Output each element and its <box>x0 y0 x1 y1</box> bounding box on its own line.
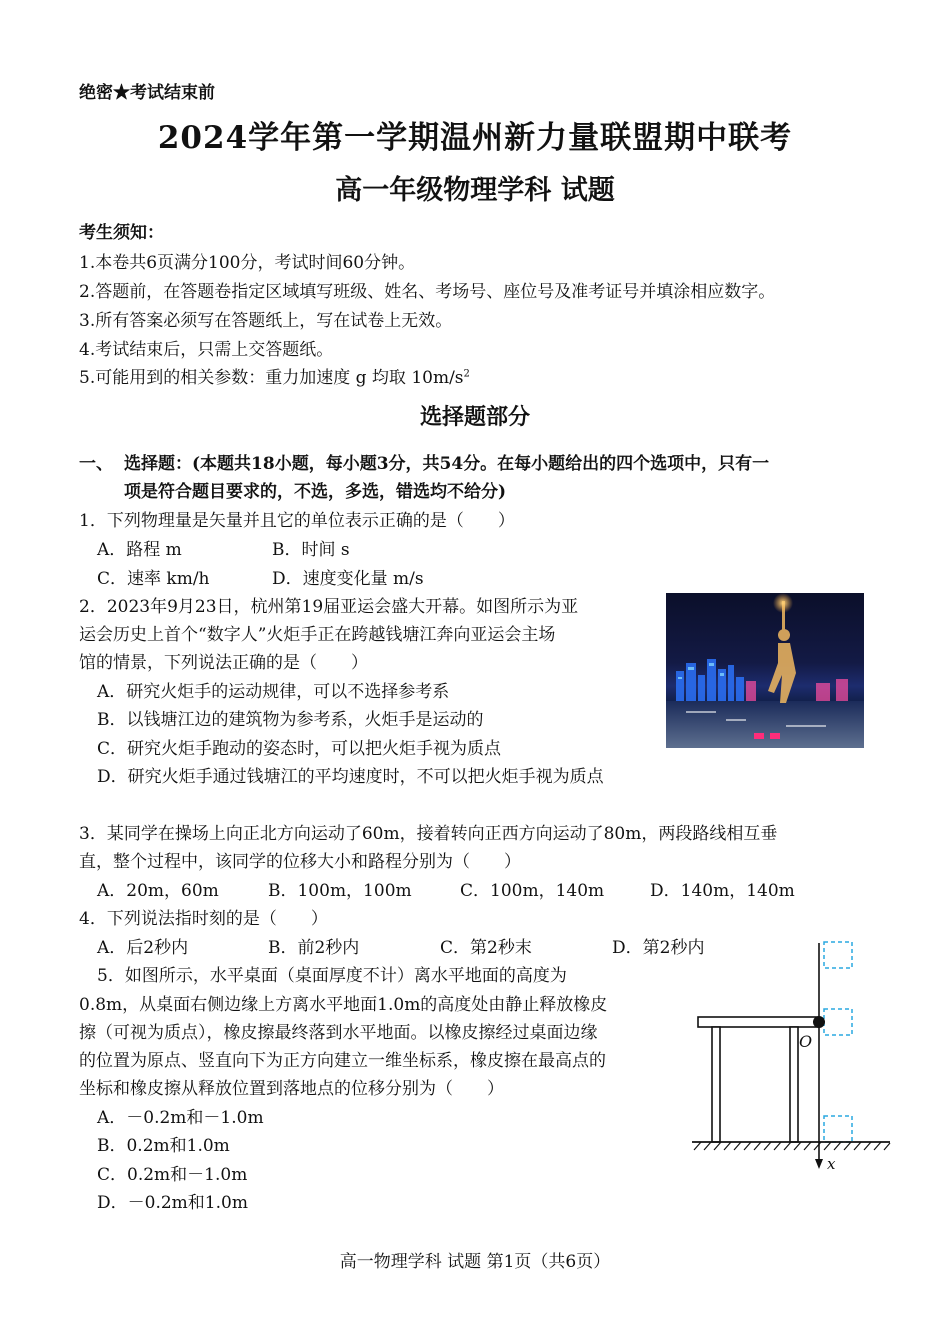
eraser-top-position <box>824 942 852 968</box>
q4-option-c: C．第2秒末 <box>440 938 532 958</box>
q3-option-d: D．140m，140m <box>650 881 795 901</box>
q5-table-diagram <box>686 935 896 1175</box>
torchbearer-photo <box>666 593 864 748</box>
part1-instructions-line2: 项是符合题目要求的，不选，多选，错选均不给分) <box>124 482 507 502</box>
torchbearer-photo-graphic <box>666 593 864 748</box>
eraser-table-position <box>824 1009 852 1035</box>
unit-superscript: 2 <box>463 368 470 380</box>
table-leg-left <box>712 1027 720 1142</box>
q5-option-d: D．－0.2m和1.0m <box>97 1193 248 1213</box>
x-axis-arrow-icon <box>815 1159 823 1169</box>
q2-option-a: A．研究火炬手的运动规律，可以不选择参考系 <box>97 682 450 702</box>
q3-stem-line1: 3．某同学在操场上向正北方向运动了60m，接着转向正西方向运动了80m，两段路线相互垂 <box>79 824 778 844</box>
q1-option-a: A．路程 m <box>97 540 182 560</box>
q1-option-d: D．速度变化量 m/s <box>272 569 424 589</box>
eraser-dot <box>813 1016 825 1028</box>
q5-stem-line2: 0.8m，从桌面右侧边缘上方离水平地面1.0m的高度处由静止释放橡皮 <box>79 995 608 1015</box>
table-top <box>698 1017 818 1027</box>
q1-option-b: B．时间 s <box>272 540 350 560</box>
exam-title: 2024学年第一学期温州新力量联盟期中联考 <box>157 120 793 156</box>
eraser-ground-position <box>824 1116 852 1142</box>
confidential-label: 绝密★考试结束前 <box>79 83 215 103</box>
section-title: 选择题部分 <box>419 404 530 430</box>
q3-stem-line2-text: 直，整个过程中，该同学的位移大小和路程分别为（ ） <box>79 852 521 872</box>
part1-instructions-line1: 选择题：(本题共18小题，每小题3分，共54分。在每小题给出的四个选项中，只有一 <box>124 454 770 474</box>
exam-subtitle: 高一年级物理学科 试题 <box>335 175 615 206</box>
table-leg-right <box>790 1027 798 1142</box>
q3-option-c: C．100m，140m <box>460 881 605 901</box>
q5-option-c: C．0.2m和－1.0m <box>97 1165 248 1185</box>
notice-item-5-text: 5.可能用到的相关参数：重力加速度 g 均取 10m/s <box>79 368 464 388</box>
q2-option-d: D．研究火炬手通过钱塘江的平均速度时，不可以把火炬手视为质点 <box>97 767 604 787</box>
page-footer: 高一物理学科 试题 第1页（共6页） <box>339 1252 611 1272</box>
q4-option-d: D．第2秒内 <box>612 938 705 958</box>
q2-option-c: C．研究火炬手跑动的姿态时，可以把火炬手视为质点 <box>97 739 502 759</box>
q2-stem-line2: 运会历史上首个“数字人”火炬手正在跨越钱塘江奔向亚运会主场 <box>79 625 556 645</box>
origin-label: O <box>799 1032 813 1051</box>
q5-stem-line3: 擦（可视为质点），橡皮擦最终落到水平地面。以橡皮擦经过桌面边缘 <box>79 1023 598 1043</box>
q5-stem-line1: 5．如图所示，水平桌面（桌面厚度不计）离水平地面的高度为 <box>97 966 567 986</box>
notice-item-2: 2.答题前，在答题卷指定区域填写班级、姓名、考场号、座位号及准考证号并填涂相应数字。 <box>79 282 776 302</box>
q2-stem-line3: 馆的情景，下列说法正确的是（ ） <box>79 653 368 673</box>
notice-item-1: 1.本卷共6页满分100分，考试时间60分钟。 <box>79 253 416 273</box>
q5-option-a: A．－0.2m和－1.0m <box>97 1108 264 1128</box>
notice-item-4: 4.考试结束后，只需上交答题纸。 <box>79 340 334 360</box>
ground-hatching <box>694 1142 890 1150</box>
q4-option-a: A．后2秒内 <box>97 938 189 958</box>
q3-option-a: A．20m，60m <box>97 881 219 901</box>
q4-option-b: B．前2秒内 <box>268 938 360 958</box>
q1-option-c: C．速率 km/h <box>97 569 210 589</box>
q5-option-b: B．0.2m和1.0m <box>97 1136 230 1156</box>
part1-label: 一、 <box>79 454 113 474</box>
q2-stem-line1: 2．2023年9月23日，杭州第19届亚运会盛大开幕。如图所示为亚 <box>79 597 579 617</box>
q5-stem-line4: 的位置为原点、竖直向下为正方向建立一维坐标系，橡皮擦在最高点的 <box>79 1051 606 1071</box>
q4-stem: 4．下列说法指时刻的是（ ） <box>79 909 328 929</box>
notice-heading: 考生须知： <box>79 223 164 243</box>
notice-item-5 <box>79 363 470 388</box>
notice-item-3: 3.所有答案必须写在答题纸上，写在试卷上无效。 <box>79 311 453 331</box>
q5-stem-line5: 坐标和橡皮擦从释放位置到落地点的位移分别为（ ） <box>79 1079 504 1099</box>
q2-option-b: B．以钱塘江边的建筑物为参考系，火炬手是运动的 <box>97 710 484 730</box>
axis-label: x <box>827 1155 836 1173</box>
q3-option-b: B．100m，100m <box>268 881 412 901</box>
q1-stem: 1．下列物理量是矢量并且它的单位表示正确的是（ ） <box>79 511 515 531</box>
